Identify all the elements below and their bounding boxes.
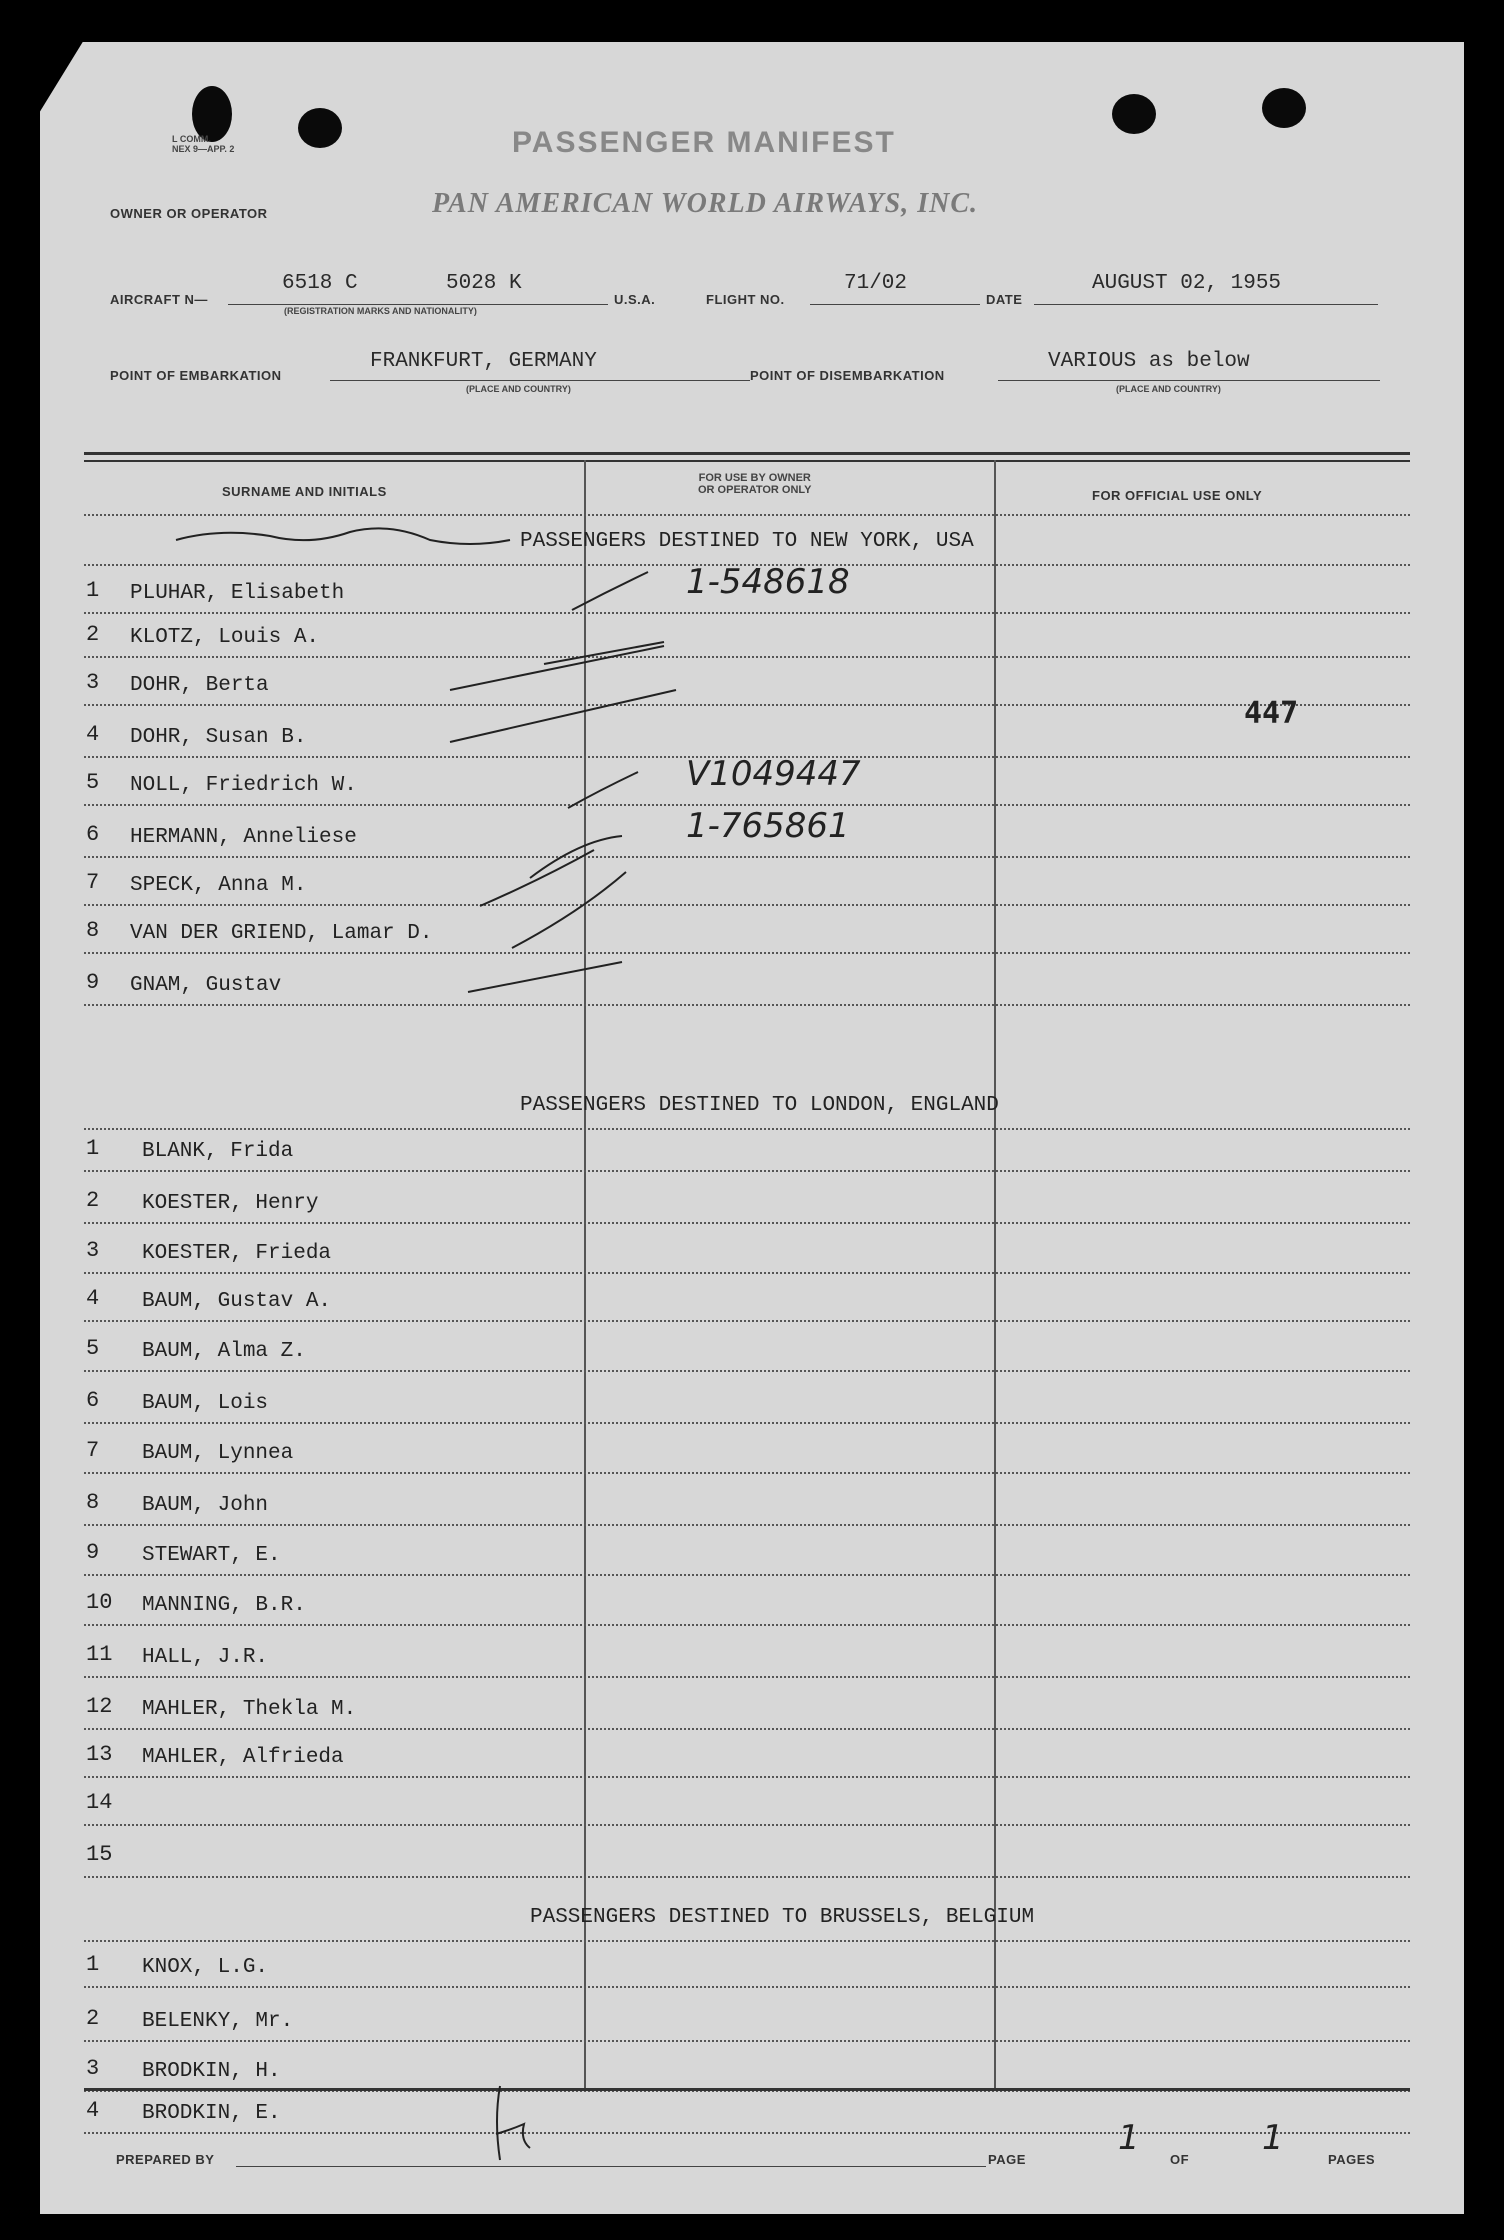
embark-value: FRANKFURT, GERMANY: [370, 350, 597, 373]
passenger-name: DOHR, Berta: [130, 674, 269, 697]
passenger-name: STEWART, E.: [142, 1544, 281, 1567]
passenger-name: MAHLER, Alfrieda: [142, 1746, 344, 1769]
check-mark: [530, 836, 622, 878]
page-label: PAGE: [988, 2152, 1026, 2167]
row-number: 6: [86, 1388, 100, 1413]
check-mark: [450, 646, 664, 690]
passenger-name: HALL, J.R.: [142, 1646, 269, 1669]
row-number: 10: [86, 1590, 113, 1615]
row-number: 13: [86, 1742, 113, 1767]
passenger-name: NOLL, Friedrich W.: [130, 774, 357, 797]
scribble: [176, 528, 510, 544]
column-header-owner-use: FOR USE BY OWNER OR OPERATOR ONLY: [698, 472, 812, 496]
aircraft-reg-2: 5028 K: [446, 272, 522, 295]
country: U.S.A.: [614, 292, 656, 307]
row-number: 4: [86, 2098, 100, 2123]
owner-label: OWNER OR OPERATOR: [110, 206, 268, 221]
embark-caption: (PLACE AND COUNTRY): [466, 384, 571, 394]
passenger-name: BAUM, John: [142, 1494, 269, 1517]
passenger-name: GNAM, Gustav: [130, 974, 282, 997]
row-number: 5: [86, 770, 100, 795]
row-number: 7: [86, 870, 100, 895]
column-header-surname: SURNAME AND INITIALS: [222, 484, 387, 499]
disembark-value: VARIOUS as below: [1048, 350, 1250, 373]
row-number: 7: [86, 1438, 100, 1463]
passenger-name: MANNING, B.R.: [142, 1594, 306, 1617]
row-number: 9: [86, 970, 100, 995]
column-header-official-use: FOR OFFICIAL USE ONLY: [1092, 488, 1263, 503]
row-number: 2: [86, 622, 100, 647]
passenger-name: BAUM, Alma Z.: [142, 1340, 306, 1363]
passenger-name: SPECK, Anna M.: [130, 874, 307, 897]
disembark-caption: (PLACE AND COUNTRY): [1116, 384, 1221, 394]
row-number: 3: [86, 2056, 100, 2081]
row-number: 1: [86, 1952, 100, 1977]
of-value: 1: [1262, 2118, 1284, 2158]
passenger-name: KNOX, L.G.: [142, 1956, 269, 1979]
pages-label: PAGES: [1328, 2152, 1376, 2167]
passenger-name: DOHR, Susan B.: [130, 726, 307, 749]
passenger-name: MAHLER, Thekla M.: [142, 1698, 357, 1721]
row-number: 5: [86, 1336, 100, 1361]
section-heading: PASSENGERS DESTINED TO BRUSSELS, BELGIUM: [530, 1906, 1035, 1929]
passenger-name: BRODKIN, E.: [142, 2102, 281, 2125]
document-number: V1049447: [686, 754, 861, 794]
row-number: 2: [86, 2006, 100, 2031]
form-title: PASSENGER MANIFEST: [512, 126, 896, 159]
row-number: 15: [86, 1842, 113, 1867]
signature: [496, 2086, 530, 2160]
passenger-name: PLUHAR, Elisabeth: [130, 582, 345, 605]
check-mark: [468, 962, 622, 992]
document-number: 1-765861: [686, 806, 850, 846]
prepared-label: PREPARED BY: [116, 2152, 215, 2167]
row-number: 2: [86, 1188, 100, 1213]
check-mark: [450, 690, 676, 742]
of-label: OF: [1170, 2152, 1190, 2167]
check-mark: [480, 850, 594, 906]
passenger-name: BAUM, Lynnea: [142, 1442, 294, 1465]
check-mark: [568, 772, 638, 808]
passenger-name: BRODKIN, H.: [142, 2060, 281, 2083]
document-number: 1-548618: [686, 562, 850, 602]
passenger-name: KLOTZ, Louis A.: [130, 626, 320, 649]
flight-label: FLIGHT NO.: [706, 292, 785, 307]
row-number: 3: [86, 670, 100, 695]
check-mark: [544, 642, 664, 664]
section-heading: PASSENGERS DESTINED TO NEW YORK, USA: [520, 530, 974, 553]
passenger-name: KOESTER, Frieda: [142, 1242, 332, 1265]
date-label: DATE: [986, 292, 1023, 307]
passenger-name: BELENKY, Mr.: [142, 2010, 294, 2033]
row-number: 14: [86, 1790, 113, 1815]
row-number: 6: [86, 822, 100, 847]
section-heading: PASSENGERS DESTINED TO LONDON, ENGLAND: [520, 1094, 999, 1117]
page-value: 1: [1118, 2118, 1140, 2158]
passenger-name: BAUM, Gustav A.: [142, 1290, 332, 1313]
owner-value: PAN AMERICAN WORLD AIRWAYS, INC.: [432, 188, 979, 219]
passenger-name: BLANK, Frida: [142, 1140, 294, 1163]
row-number: 11: [86, 1642, 113, 1667]
check-mark: [572, 572, 648, 610]
passenger-name: HERMANN, Anneliese: [130, 826, 357, 849]
official-mark: 447: [1244, 696, 1299, 731]
flight-value: 71/02: [844, 272, 908, 295]
form-id: L COMM. NEX 9—APP. 2: [172, 134, 235, 154]
row-number: 12: [86, 1694, 113, 1719]
row-number: 8: [86, 1490, 100, 1515]
disembark-label: POINT OF DISEMBARKATION: [750, 368, 945, 383]
aircraft-label: AIRCRAFT N—: [110, 292, 208, 307]
passenger-name: BAUM, Lois: [142, 1392, 269, 1415]
aircraft-reg-1: 6518 C: [282, 272, 358, 295]
passenger-name: VAN DER GRIEND, Lamar D.: [130, 922, 433, 945]
row-number: 1: [86, 578, 100, 603]
embark-label: POINT OF EMBARKATION: [110, 368, 282, 383]
row-number: 8: [86, 918, 100, 943]
row-number: 4: [86, 722, 100, 747]
row-number: 1: [86, 1136, 100, 1161]
registration-caption: (REGISTRATION MARKS AND NATIONALITY): [284, 306, 477, 316]
row-number: 4: [86, 1286, 100, 1311]
prepared-line: [236, 2166, 986, 2167]
row-number: 3: [86, 1238, 100, 1263]
date-value: AUGUST 02, 1955: [1092, 272, 1282, 295]
row-number: 9: [86, 1540, 100, 1565]
passenger-name: KOESTER, Henry: [142, 1192, 319, 1215]
